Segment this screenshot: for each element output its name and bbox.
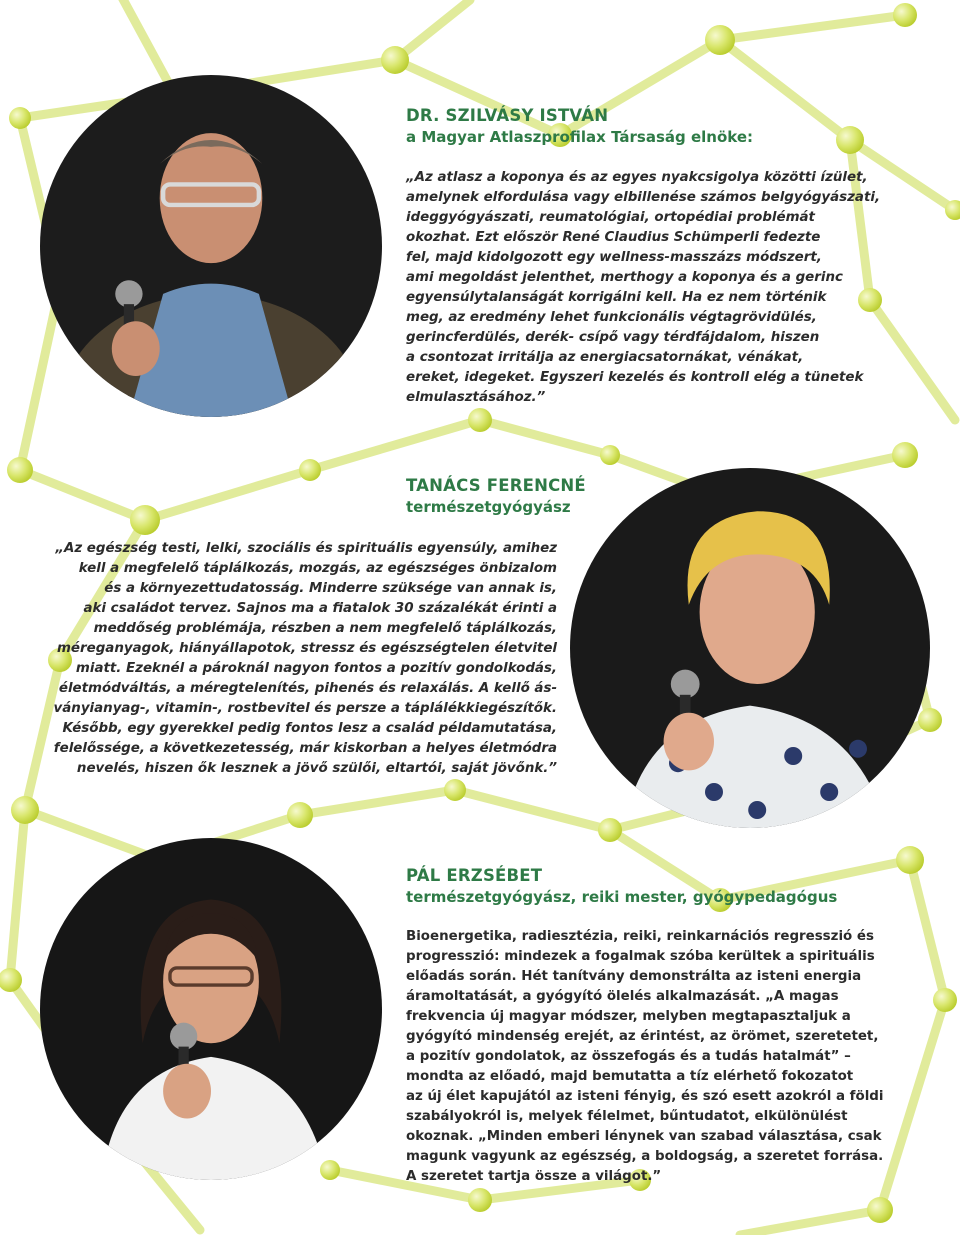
quote-tanacs: „Az egészség testi, lelki, szociális és spirituális egyensúly, amihez kell a megfelelő táplálkozás, mozgás, az egészséges önbizalom és a környezettudatosság. Minderre szüksége van annak is, aki családot tervez. Sajnos ma a fiatalok 30 százalékát érinti a meddőség problémája, részben a nem megfelelő táplálkozás, méreganyagok, hiányállapotok, stressz és egészségtelen életvitel miatt. Ezeknél a pároknál nagyon fontos a pozitív gondolkodás, életmódváltás, a méregtelenítés, pihenés és relaxálás. A kellő ás- ványianyag-, vitamin-, rostbevitel és persze a táplálékkiegészítők. Később, egy gyerekkel pedig fontos lesz a család példamutatása, felelőssége, a következetesség, már kiskorban a helyes életmódra nevelés, hiszen ők lesznek a jövő szülői, eltartói, saját jövőnk.” <box>53 541 557 776</box>
article-text-pal: Bioenergetika, radiesztézia, reiki, reinkarnációs regresszió és progresszió: mindezek a fogalmak szóba kerültek a spirituális előadás során. Hét tanítvány demonstrálta az isteni energia áramoltatását, a gyógyító ölelés alkalmazását. „A magas frekvencia új magyar módszer, melyben megtapasztaljuk a gyógyító mindenség erejét, az érintést, az örömet, szeretetet, a pozitív gondolatok, az összefogás és a tudás hatalmát” – mondta az előadó, majd bemutatta a tíz elérhető fokozatot az új élet kapujától az isteni fényig, és szó esett azokról a földi szabályokról is, melyek félelmet, bűntudatot, elkülönülést okoznak. „Minden emberi lénynek van szabad választása, csak magunk vagyunk az egészség, a boldogság, a szeretet forrása. A szeretet tartja össze a világot.” <box>406 929 884 1184</box>
speaker-photo-pal <box>40 838 382 1180</box>
speaker-name-pal: PÁL ERZSÉBET <box>406 866 543 885</box>
speaker-photo-tanacs <box>570 468 930 828</box>
quote-szilvasy: „Az atlasz a koponya és az egyes nyakcsigolya közötti ízület, amelynek elfordulása vagy elbillenése számos belgyógyászati, ideggyógyászati, reumatológiai, ortopédiai problémát okozhat. Ezt először René Claudius Schümperli fedezte fel, majd kidolgozott egy wellness-masszázs módszert, ami megoldást jelenthet, merthogy a koponya és a gerinc egyensúlytalanságát korrigálni kell. Ha ez nem történik meg, az eredmény lehet funkcionális végtagrövidülés, gerincferdülés, derék- csípő vagy térdfájdalom, hiszen a csontozat irritálja az energiacsatornákat, vénákat, ereket, idegeket. Egyszeri kezelés és kontroll elég a tünetek elmulasztásához.” <box>406 170 881 405</box>
speaker-role-tanacs: természetgyógyász <box>406 498 571 516</box>
speaker-name-szilvasy: DR. SZILVÁSY ISTVÁN <box>406 106 609 125</box>
speaker-name-tanacs: TANÁCS FERENCNÉ <box>406 476 586 495</box>
speaker-photo-szilvasy <box>40 75 382 417</box>
speaker-role-pal: természetgyógyász, reiki mester, gyógypedagógus <box>406 888 838 906</box>
speaker-role-szilvasy: a Magyar Atlaszprofilax Társaság elnöke: <box>406 128 753 146</box>
